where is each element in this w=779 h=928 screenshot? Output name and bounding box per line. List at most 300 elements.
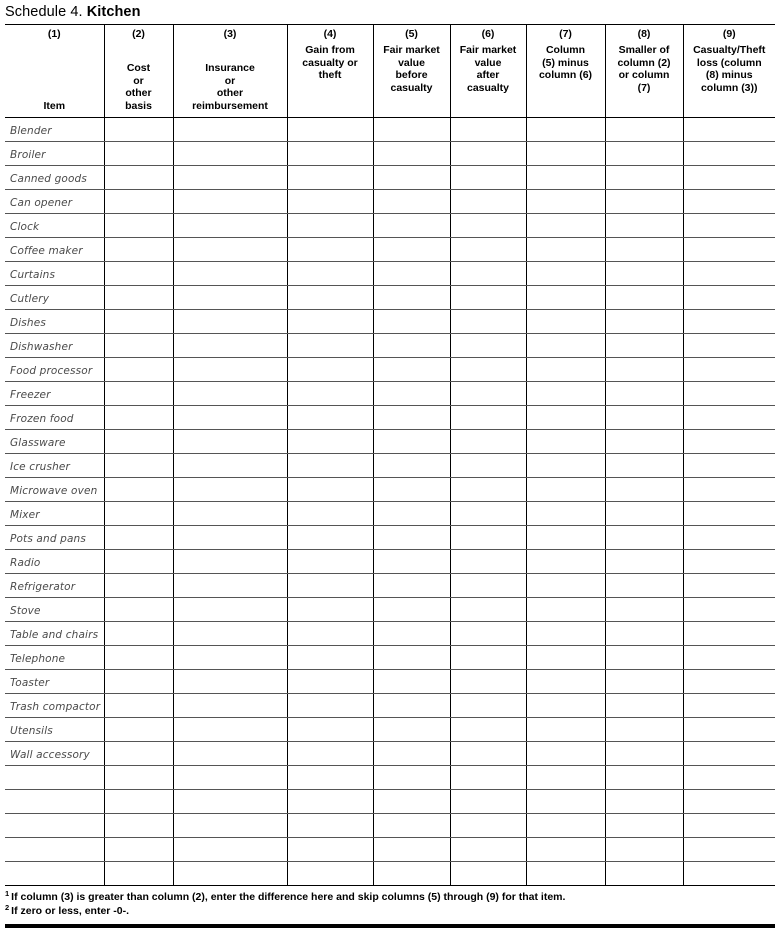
- entry-cell-col9[interactable]: [683, 382, 775, 406]
- item-name-cell[interactable]: [5, 214, 104, 238]
- entry-cell-col3[interactable]: [173, 742, 287, 766]
- entry-cell-col5[interactable]: [373, 574, 450, 598]
- entry-cell-col2[interactable]: [104, 502, 173, 526]
- item-name-cell[interactable]: [5, 670, 104, 694]
- entry-cell-col3[interactable]: [173, 574, 287, 598]
- entry-cell-col6[interactable]: [450, 478, 526, 502]
- entry-cell-col6[interactable]: [450, 166, 526, 190]
- column-title-line: or column: [618, 69, 670, 82]
- entry-cell-col5[interactable]: [373, 358, 450, 382]
- item-name-cell[interactable]: [5, 646, 104, 670]
- entry-cell-col6[interactable]: [450, 214, 526, 238]
- entry-cell-col4[interactable]: [287, 478, 373, 502]
- item-name-cell[interactable]: [5, 166, 104, 190]
- entry-cell-col3[interactable]: [173, 814, 287, 838]
- entry-cell-col2[interactable]: [104, 310, 173, 334]
- entry-cell-col3[interactable]: [173, 598, 287, 622]
- entry-cell-col8[interactable]: [605, 622, 683, 646]
- item-name-cell[interactable]: [5, 574, 104, 598]
- entry-cell-col6[interactable]: [450, 118, 526, 142]
- entry-cell-col8[interactable]: [605, 838, 683, 862]
- entry-cell-col7[interactable]: [526, 478, 605, 502]
- entry-cell-col8[interactable]: [605, 526, 683, 550]
- entry-cell-col9[interactable]: [683, 766, 775, 790]
- entry-cell-col3[interactable]: [173, 166, 287, 190]
- entry-cell-col4[interactable]: [287, 190, 373, 214]
- entry-cell-col2[interactable]: [104, 718, 173, 742]
- entry-cell-col4[interactable]: [287, 766, 373, 790]
- entry-cell-col5[interactable]: [373, 238, 450, 262]
- item-name-cell[interactable]: [5, 838, 104, 862]
- entry-cell-col6[interactable]: [450, 286, 526, 310]
- entry-cell-col2[interactable]: [104, 742, 173, 766]
- item-label: Dishes: [10, 316, 46, 329]
- entry-cell-col9[interactable]: [683, 118, 775, 142]
- entry-cell-col5[interactable]: [373, 310, 450, 334]
- entry-cell-col2[interactable]: [104, 334, 173, 358]
- entry-cell-col8[interactable]: [605, 598, 683, 622]
- entry-cell-col5[interactable]: [373, 862, 450, 886]
- entry-cell-col4[interactable]: [287, 742, 373, 766]
- entry-cell-col8[interactable]: [605, 118, 683, 142]
- entry-cell-col4[interactable]: [287, 310, 373, 334]
- entry-cell-col8[interactable]: [605, 790, 683, 814]
- footnote-2: [5, 904, 775, 918]
- entry-cell-col5[interactable]: [373, 598, 450, 622]
- entry-cell-col4[interactable]: [287, 238, 373, 262]
- entry-cell-col2[interactable]: [104, 454, 173, 478]
- entry-cell-col9[interactable]: [683, 262, 775, 286]
- entry-cell-col4[interactable]: [287, 502, 373, 526]
- entry-cell-col5[interactable]: [373, 334, 450, 358]
- entry-cell-col3[interactable]: [173, 358, 287, 382]
- entry-cell-col4[interactable]: [287, 550, 373, 574]
- item-name-cell[interactable]: [5, 694, 104, 718]
- entry-cell-col2[interactable]: [104, 238, 173, 262]
- entry-cell-col7[interactable]: [526, 862, 605, 886]
- entry-cell-col8[interactable]: [605, 646, 683, 670]
- entry-cell-col6[interactable]: [450, 622, 526, 646]
- entry-cell-col8[interactable]: [605, 190, 683, 214]
- entry-cell-col8[interactable]: [605, 262, 683, 286]
- entry-cell-col4[interactable]: [287, 286, 373, 310]
- entry-cell-col6[interactable]: [450, 502, 526, 526]
- item-name-cell[interactable]: [5, 718, 104, 742]
- entry-cell-col4[interactable]: [287, 382, 373, 406]
- entry-cell-col9[interactable]: [683, 166, 775, 190]
- item-name-cell[interactable]: [5, 190, 104, 214]
- entry-cell-col4[interactable]: [287, 262, 373, 286]
- entry-cell-col3[interactable]: [173, 694, 287, 718]
- entry-cell-col2[interactable]: [104, 142, 173, 166]
- entry-cell-col6[interactable]: [450, 862, 526, 886]
- entry-cell-col2[interactable]: [104, 286, 173, 310]
- item-label: Curtains: [10, 268, 56, 281]
- entry-cell-col5[interactable]: [373, 214, 450, 238]
- entry-cell-col6[interactable]: [450, 238, 526, 262]
- entry-cell-col9[interactable]: [683, 286, 775, 310]
- entry-cell-col7[interactable]: [526, 286, 605, 310]
- entry-cell-col9[interactable]: [683, 550, 775, 574]
- entry-cell-col6[interactable]: [450, 694, 526, 718]
- entry-cell-col3[interactable]: [173, 286, 287, 310]
- entry-cell-col8[interactable]: [605, 814, 683, 838]
- entry-cell-col6[interactable]: [450, 262, 526, 286]
- entry-cell-col8[interactable]: [605, 550, 683, 574]
- item-name-cell[interactable]: [5, 118, 104, 142]
- entry-cell-col2[interactable]: [104, 694, 173, 718]
- entry-cell-col7[interactable]: [526, 382, 605, 406]
- entry-cell-col8[interactable]: [605, 742, 683, 766]
- entry-cell-col8[interactable]: [605, 310, 683, 334]
- entry-cell-col9[interactable]: [683, 694, 775, 718]
- entry-cell-col4[interactable]: [287, 358, 373, 382]
- column-header-3: [173, 25, 287, 118]
- entry-cell-col8[interactable]: [605, 718, 683, 742]
- item-name-cell[interactable]: [5, 430, 104, 454]
- entry-cell-col7[interactable]: [526, 790, 605, 814]
- entry-cell-col8[interactable]: [605, 286, 683, 310]
- entry-cell-col9[interactable]: [683, 142, 775, 166]
- entry-cell-col2[interactable]: [104, 838, 173, 862]
- entry-cell-col2[interactable]: [104, 214, 173, 238]
- entry-cell-col7[interactable]: [526, 166, 605, 190]
- entry-cell-col7[interactable]: [526, 238, 605, 262]
- entry-cell-col4[interactable]: [287, 718, 373, 742]
- entry-cell-col6[interactable]: [450, 310, 526, 334]
- entry-cell-col6[interactable]: [450, 574, 526, 598]
- item-name-cell[interactable]: [5, 742, 104, 766]
- entry-cell-col9[interactable]: [683, 862, 775, 886]
- item-name-cell[interactable]: [5, 766, 104, 790]
- entry-cell-col6[interactable]: [450, 814, 526, 838]
- entry-cell-col5[interactable]: [373, 262, 450, 286]
- entry-cell-col9[interactable]: [683, 646, 775, 670]
- item-name-cell[interactable]: [5, 502, 104, 526]
- entry-cell-col9[interactable]: [683, 574, 775, 598]
- item-name-cell[interactable]: [5, 286, 104, 310]
- entry-cell-col4[interactable]: [287, 406, 373, 430]
- column-title: [383, 44, 440, 94]
- entry-cell-col7[interactable]: [526, 814, 605, 838]
- entry-cell-col4[interactable]: [287, 622, 373, 646]
- entry-cell-col6[interactable]: [450, 670, 526, 694]
- entry-cell-col6[interactable]: [450, 838, 526, 862]
- entry-cell-col8[interactable]: [605, 334, 683, 358]
- entry-cell-col9[interactable]: [683, 310, 775, 334]
- entry-cell-col9[interactable]: [683, 430, 775, 454]
- entry-cell-col5[interactable]: [373, 502, 450, 526]
- entry-cell-col2[interactable]: [104, 598, 173, 622]
- entry-cell-col7[interactable]: [526, 766, 605, 790]
- entry-cell-col2[interactable]: [104, 622, 173, 646]
- entry-cell-col7[interactable]: [526, 262, 605, 286]
- entry-cell-col7[interactable]: [526, 550, 605, 574]
- entry-cell-col3[interactable]: [173, 790, 287, 814]
- entry-cell-col7[interactable]: [526, 502, 605, 526]
- entry-cell-col4[interactable]: [287, 526, 373, 550]
- entry-cell-col3[interactable]: [173, 718, 287, 742]
- entry-cell-col7[interactable]: [526, 574, 605, 598]
- entry-cell-col8[interactable]: [605, 358, 683, 382]
- entry-cell-col5[interactable]: [373, 142, 450, 166]
- entry-cell-col4[interactable]: [287, 838, 373, 862]
- entry-cell-col2[interactable]: [104, 382, 173, 406]
- entry-cell-col3[interactable]: [173, 622, 287, 646]
- item-name-cell[interactable]: [5, 238, 104, 262]
- entry-cell-col3[interactable]: [173, 262, 287, 286]
- entry-cell-col4[interactable]: [287, 598, 373, 622]
- entry-cell-col5[interactable]: [373, 286, 450, 310]
- entry-cell-col2[interactable]: [104, 814, 173, 838]
- entry-cell-col6[interactable]: [450, 382, 526, 406]
- entry-cell-col9[interactable]: [683, 838, 775, 862]
- entry-cell-col6[interactable]: [450, 766, 526, 790]
- entry-cell-col5[interactable]: [373, 406, 450, 430]
- entry-cell-col6[interactable]: [450, 598, 526, 622]
- entry-cell-col3[interactable]: [173, 766, 287, 790]
- entry-cell-col6[interactable]: [450, 718, 526, 742]
- entry-cell-col6[interactable]: [450, 406, 526, 430]
- entry-cell-col2[interactable]: [104, 670, 173, 694]
- entry-cell-col5[interactable]: [373, 790, 450, 814]
- entry-cell-col7[interactable]: [526, 670, 605, 694]
- entry-cell-col8[interactable]: [605, 694, 683, 718]
- entry-cell-col4[interactable]: [287, 670, 373, 694]
- entry-cell-col7[interactable]: [526, 358, 605, 382]
- entry-cell-col4[interactable]: [287, 118, 373, 142]
- entry-cell-col4[interactable]: [287, 214, 373, 238]
- entry-cell-col3[interactable]: [173, 214, 287, 238]
- entry-cell-col4[interactable]: [287, 694, 373, 718]
- entry-cell-col5[interactable]: [373, 454, 450, 478]
- entry-cell-col5[interactable]: [373, 478, 450, 502]
- entry-cell-col5[interactable]: [373, 742, 450, 766]
- entry-cell-col5[interactable]: [373, 190, 450, 214]
- entry-cell-col9[interactable]: [683, 190, 775, 214]
- entry-cell-col5[interactable]: [373, 694, 450, 718]
- item-name-cell[interactable]: [5, 334, 104, 358]
- entry-cell-col3[interactable]: [173, 454, 287, 478]
- entry-cell-col8[interactable]: [605, 502, 683, 526]
- entry-cell-col7[interactable]: [526, 142, 605, 166]
- entry-cell-col5[interactable]: [373, 526, 450, 550]
- entry-cell-col3[interactable]: [173, 238, 287, 262]
- table-row: [5, 550, 775, 574]
- item-name-cell[interactable]: [5, 526, 104, 550]
- entry-cell-col7[interactable]: [526, 598, 605, 622]
- entry-cell-col7[interactable]: [526, 622, 605, 646]
- entry-cell-col6[interactable]: [450, 550, 526, 574]
- entry-cell-col2[interactable]: [104, 262, 173, 286]
- entry-cell-col5[interactable]: [373, 430, 450, 454]
- table-row: [5, 382, 775, 406]
- entry-cell-col2[interactable]: [104, 190, 173, 214]
- entry-cell-col9[interactable]: [683, 406, 775, 430]
- item-name-cell[interactable]: [5, 598, 104, 622]
- entry-cell-col7[interactable]: [526, 838, 605, 862]
- entry-cell-col8[interactable]: [605, 214, 683, 238]
- entry-cell-col7[interactable]: [526, 310, 605, 334]
- entry-cell-col9[interactable]: [683, 502, 775, 526]
- entry-cell-col3[interactable]: [173, 118, 287, 142]
- entry-cell-col9[interactable]: [683, 598, 775, 622]
- entry-cell-col3[interactable]: [173, 430, 287, 454]
- entry-cell-col9[interactable]: [683, 718, 775, 742]
- item-name-cell[interactable]: [5, 454, 104, 478]
- entry-cell-col6[interactable]: [450, 526, 526, 550]
- entry-cell-col9[interactable]: [683, 526, 775, 550]
- entry-cell-col8[interactable]: [605, 166, 683, 190]
- entry-cell-col4[interactable]: [287, 574, 373, 598]
- item-name-cell[interactable]: [5, 862, 104, 886]
- entry-cell-col7[interactable]: [526, 646, 605, 670]
- entry-cell-col3[interactable]: [173, 550, 287, 574]
- entry-cell-col6[interactable]: [450, 790, 526, 814]
- entry-cell-col8[interactable]: [605, 430, 683, 454]
- entry-cell-col8[interactable]: [605, 142, 683, 166]
- entry-cell-col2[interactable]: [104, 478, 173, 502]
- entry-cell-col9[interactable]: [683, 478, 775, 502]
- entry-cell-col7[interactable]: [526, 742, 605, 766]
- entry-cell-col9[interactable]: [683, 622, 775, 646]
- entry-cell-col8[interactable]: [605, 478, 683, 502]
- entry-cell-col4[interactable]: [287, 430, 373, 454]
- item-name-cell[interactable]: [5, 478, 104, 502]
- entry-cell-col8[interactable]: [605, 238, 683, 262]
- entry-cell-col3[interactable]: [173, 406, 287, 430]
- entry-cell-col4[interactable]: [287, 454, 373, 478]
- entry-cell-col7[interactable]: [526, 454, 605, 478]
- entry-cell-col7[interactable]: [526, 430, 605, 454]
- entry-cell-col9[interactable]: [683, 814, 775, 838]
- entry-cell-col7[interactable]: [526, 406, 605, 430]
- entry-cell-col7[interactable]: [526, 118, 605, 142]
- entry-cell-col9[interactable]: [683, 238, 775, 262]
- entry-cell-col3[interactable]: [173, 670, 287, 694]
- entry-cell-col5[interactable]: [373, 166, 450, 190]
- entry-cell-col7[interactable]: [526, 190, 605, 214]
- column-title: [693, 44, 765, 94]
- entry-cell-col5[interactable]: [373, 814, 450, 838]
- entry-cell-col2[interactable]: [104, 166, 173, 190]
- entry-cell-col4[interactable]: [287, 814, 373, 838]
- entry-cell-col4[interactable]: [287, 334, 373, 358]
- entry-cell-col8[interactable]: [605, 670, 683, 694]
- page-title: [0, 0, 779, 24]
- entry-cell-col3[interactable]: [173, 142, 287, 166]
- entry-cell-col3[interactable]: [173, 646, 287, 670]
- entry-cell-col8[interactable]: [605, 406, 683, 430]
- entry-cell-col6[interactable]: [450, 742, 526, 766]
- entry-cell-col2[interactable]: [104, 574, 173, 598]
- entry-cell-col4[interactable]: [287, 790, 373, 814]
- entry-cell-col3[interactable]: [173, 838, 287, 862]
- item-name-cell[interactable]: [5, 382, 104, 406]
- entry-cell-col3[interactable]: [173, 526, 287, 550]
- entry-cell-col7[interactable]: [526, 718, 605, 742]
- entry-cell-col5[interactable]: [373, 382, 450, 406]
- entry-cell-col9[interactable]: [683, 790, 775, 814]
- entry-cell-col2[interactable]: [104, 526, 173, 550]
- entry-cell-col2[interactable]: [104, 430, 173, 454]
- entry-cell-col3[interactable]: [173, 190, 287, 214]
- entry-cell-col3[interactable]: [173, 382, 287, 406]
- item-name-cell[interactable]: [5, 814, 104, 838]
- entry-cell-col5[interactable]: [373, 718, 450, 742]
- entry-cell-col4[interactable]: [287, 862, 373, 886]
- entry-cell-col3[interactable]: [173, 478, 287, 502]
- entry-cell-col4[interactable]: [287, 142, 373, 166]
- entry-cell-col7[interactable]: [526, 526, 605, 550]
- entry-cell-col5[interactable]: [373, 838, 450, 862]
- entry-cell-col9[interactable]: [683, 670, 775, 694]
- entry-cell-col6[interactable]: [450, 430, 526, 454]
- entry-cell-col6[interactable]: [450, 646, 526, 670]
- entry-cell-col9[interactable]: [683, 742, 775, 766]
- item-name-cell[interactable]: [5, 550, 104, 574]
- entry-cell-col6[interactable]: [450, 358, 526, 382]
- entry-cell-col5[interactable]: [373, 118, 450, 142]
- entry-cell-col7[interactable]: [526, 694, 605, 718]
- entry-cell-col3[interactable]: [173, 310, 287, 334]
- entry-cell-col9[interactable]: [683, 214, 775, 238]
- entry-cell-col8[interactable]: [605, 454, 683, 478]
- entry-cell-col3[interactable]: [173, 334, 287, 358]
- item-name-cell[interactable]: [5, 142, 104, 166]
- footnote-mark: 2: [5, 902, 10, 912]
- entry-cell-col5[interactable]: [373, 766, 450, 790]
- entry-cell-col5[interactable]: [373, 670, 450, 694]
- item-name-cell[interactable]: [5, 622, 104, 646]
- entry-cell-col2[interactable]: [104, 406, 173, 430]
- item-name-cell[interactable]: [5, 310, 104, 334]
- entry-cell-col7[interactable]: [526, 214, 605, 238]
- entry-cell-col2[interactable]: [104, 118, 173, 142]
- entry-cell-col8[interactable]: [605, 574, 683, 598]
- column-title: [43, 100, 65, 113]
- entry-cell-col2[interactable]: [104, 550, 173, 574]
- entry-cell-col9[interactable]: [683, 454, 775, 478]
- entry-cell-col7[interactable]: [526, 334, 605, 358]
- entry-cell-col9[interactable]: [683, 334, 775, 358]
- entry-cell-col2[interactable]: [104, 358, 173, 382]
- entry-cell-col5[interactable]: [373, 550, 450, 574]
- entry-cell-col5[interactable]: [373, 646, 450, 670]
- entry-cell-col8[interactable]: [605, 382, 683, 406]
- entry-cell-col3[interactable]: [173, 502, 287, 526]
- entry-cell-col2[interactable]: [104, 766, 173, 790]
- entry-cell-col4[interactable]: [287, 166, 373, 190]
- item-name-cell[interactable]: [5, 262, 104, 286]
- item-name-cell[interactable]: [5, 358, 104, 382]
- entry-cell-col3[interactable]: [173, 862, 287, 886]
- entry-cell-col2[interactable]: [104, 646, 173, 670]
- entry-cell-col8[interactable]: [605, 766, 683, 790]
- item-name-cell[interactable]: [5, 790, 104, 814]
- entry-cell-col6[interactable]: [450, 142, 526, 166]
- entry-cell-col9[interactable]: [683, 358, 775, 382]
- entry-cell-col6[interactable]: [450, 190, 526, 214]
- item-name-cell[interactable]: [5, 406, 104, 430]
- entry-cell-col6[interactable]: [450, 454, 526, 478]
- entry-cell-col8[interactable]: [605, 862, 683, 886]
- entry-cell-col6[interactable]: [450, 334, 526, 358]
- entry-cell-col4[interactable]: [287, 646, 373, 670]
- entry-cell-col5[interactable]: [373, 622, 450, 646]
- entry-cell-col2[interactable]: [104, 862, 173, 886]
- entry-cell-col2[interactable]: [104, 790, 173, 814]
